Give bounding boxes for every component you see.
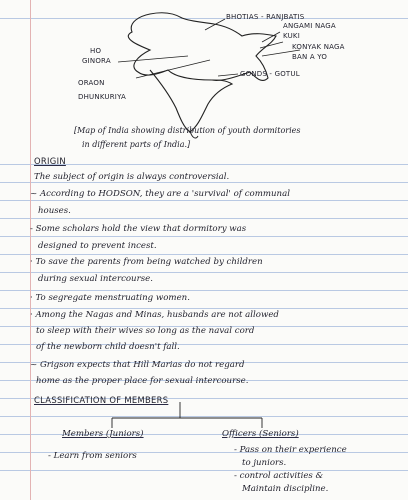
map-label-konyak-2: BAN A YO [292, 53, 328, 61]
origin-item-5-line-3: of the newborn child doesn't fall. [36, 342, 180, 352]
map-caption-line-1: [Map of India showing distribution of youth dormitories [74, 126, 301, 135]
map-label-angami: ANGAMI NAGA [283, 22, 336, 30]
origin-item-3-line-2: during sexual intercourse. [38, 274, 153, 284]
origin-item-6-line-2: home as the proper place for sexual intercourse. [36, 376, 249, 386]
map-label-bhotias: BHOTIAS - RANJBATIS [226, 13, 305, 21]
origin-item-5-line-2: to sleep with their wives so long as the naval cord [36, 326, 255, 336]
map-label-kuki: KUKI [283, 32, 300, 40]
members-point-1: - Learn from seniors [48, 451, 137, 461]
map-label-konyak-1: KONYAK NAGA [292, 43, 345, 51]
origin-heading: ORIGIN [34, 156, 66, 166]
map-caption-line-2: in different parts of India.] [82, 140, 191, 149]
map-label-gonds: GONDS - GOTUL [240, 70, 300, 78]
map-label-ho: HO [90, 47, 102, 55]
origin-item-2-line-1: - Some scholars hold the view that dormitory was [30, 224, 247, 234]
origin-item-1-line-2: houses. [38, 206, 71, 216]
origin-item-4-line-1: · To segregate menstruating women. [30, 293, 190, 303]
officers-seniors-title: Officers (Seniors) [222, 429, 299, 439]
classification-heading: CLASSIFICATION OF MEMBERS [34, 395, 169, 405]
origin-item-1-line-1: ~ According to HODSON, they are a 'survival' of communal [30, 189, 290, 199]
origin-intro: The subject of origin is always controversial. [34, 172, 230, 182]
officers-point-1: - Pass on their experience [234, 445, 347, 455]
origin-item-3-line-1: · To save the parents from being watched by children [30, 257, 263, 267]
origin-item-2-line-2: designed to prevent incest. [38, 241, 157, 251]
officers-point-2: - control activities & [234, 471, 324, 481]
map-label-dhumkuriya: DHUNKURIYA [78, 93, 126, 101]
officers-point-1b: to juniors. [242, 458, 287, 468]
origin-item-5-line-1: · Among the Nagas and Minas, husbands are not allowed [30, 310, 279, 320]
origin-item-6-line-1: ~ Grigson expects that Hill Marias do not regard [30, 360, 245, 370]
map-label-oraon: ORAON [78, 79, 105, 87]
map-label-ginora: GINORA [82, 57, 111, 65]
members-juniors-title: Members (Juniors) [62, 429, 144, 439]
officers-point-2b: Maintain discipline. [242, 484, 329, 494]
